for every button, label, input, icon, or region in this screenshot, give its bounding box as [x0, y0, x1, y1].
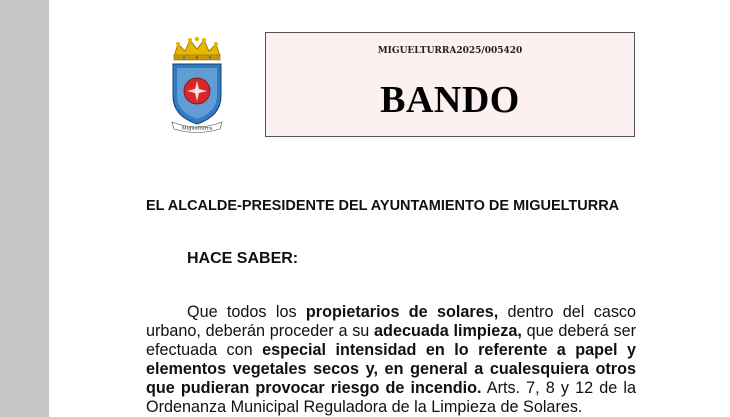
cleaning-emphasis: adecuada limpieza,	[374, 322, 522, 340]
svg-text:Miguelturra: Miguelturra	[181, 125, 213, 132]
intensity-emphasis: especial intensidad en lo referente a papel y elementos vegetales secos y, en general a cualesquiera otros que pudieran provocar riesgo de incendio.	[146, 341, 636, 397]
document-page	[49, 0, 730, 417]
issuer-line: EL ALCALDE-PRESIDENTE DEL AYUNTAMIENTO DE MIGUELTURRA	[146, 198, 620, 214]
left-gutter	[0, 0, 49, 417]
body-paragraph: Que todos los propietarios de solares, dentro del casco urbano, deberán proceder a su adecuada limpieza, que deberá ser efectuada con especial intensidad en lo referente a papel y elementos vegetales secos y, en general a cualesquiera otros que pudieran provocar riesgo de incendio. Arts. 7, 8 y 12 de la Ordenanza Municipal Reguladora de la Limpieza de Solares.	[146, 303, 637, 416]
document-reference: MIGUELTURRA2025/005420	[377, 46, 523, 56]
municipal-crest-icon	[166, 36, 228, 134]
header-box	[265, 32, 635, 137]
document-title: BANDO	[380, 79, 520, 121]
announcement-heading: HACE SABER:	[187, 250, 299, 267]
owners-emphasis: propietarios de solares,	[305, 303, 499, 321]
